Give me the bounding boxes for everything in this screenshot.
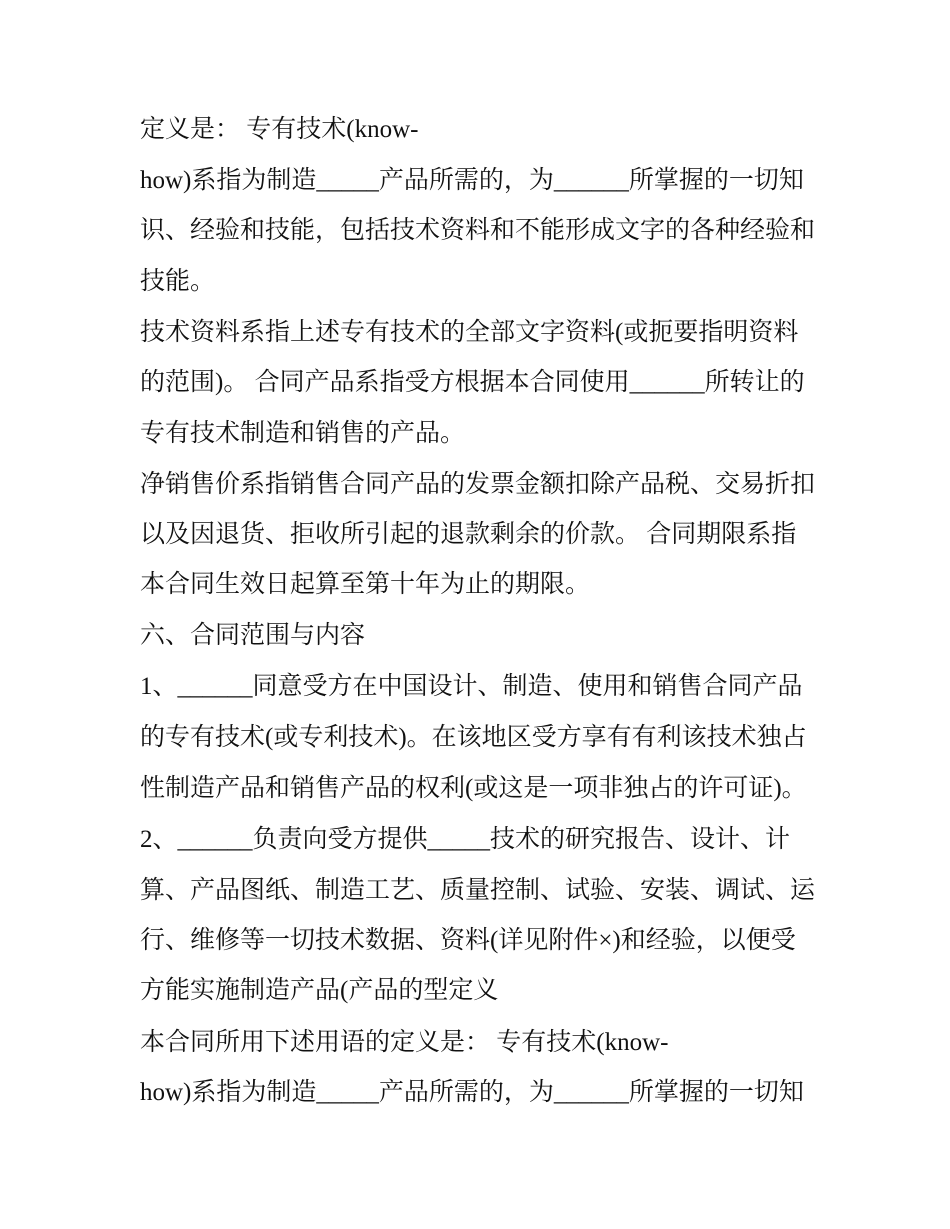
text-line: 以及因退货、拒收所引起的退款剩余的价款。 合同期限系指 <box>140 521 797 548</box>
text-line: 识、经验和技能，包括技术资料和不能形成文字的各种经验和 <box>140 217 816 244</box>
text-line: 2、______负责向受方提供_____技术的研究报告、设计、计 <box>140 826 791 853</box>
text-line: 的专有技术(或专利技术)。在该地区受方享有有利该技术独占 <box>140 724 807 751</box>
text-line: 1、______同意受方在中国设计、制造、使用和销售合同产品 <box>140 673 803 700</box>
text-line: 算、产品图纸、制造工艺、质量控制、试验、安装、调试、运 <box>140 877 816 904</box>
text-line: 本合同所用下述用语的定义是： 专有技术(know- <box>140 1029 669 1056</box>
text-line: 本合同生效日起算至第十年为止的期限。 <box>140 571 591 598</box>
text-line: 行、维修等一切技术数据、资料(详见附件×)和经验，以便受 <box>140 927 796 954</box>
text-line: 技术资料系指上述专有技术的全部文字资料(或扼要指明资料 <box>140 319 799 346</box>
text-line: 技能。 <box>140 268 216 295</box>
text-line: 方能实施制造产品(产品的型定义 <box>140 977 499 1004</box>
text-line: 性制造产品和销售产品的权利(或这是一项非独占的许可证)。 <box>140 775 807 802</box>
text-line: how)系指为制造_____产品所需的，为______所掌握的一切知 <box>140 167 804 194</box>
text-line: how)系指为制造_____产品所需的，为______所掌握的一切知 <box>140 1079 804 1106</box>
text-line: 定义是： 专有技术(know- <box>140 116 419 143</box>
text-line: 专有技术制造和销售的产品。 <box>140 420 466 447</box>
section-heading: 六、合同范围与内容 <box>140 622 366 649</box>
text-line: 的范围)。 合同产品系指受方根据本合同使用______所转让的 <box>140 369 805 396</box>
text-line: 净销售价系指销售合同产品的发票金额扣除产品税、交易折扣 <box>140 471 816 498</box>
